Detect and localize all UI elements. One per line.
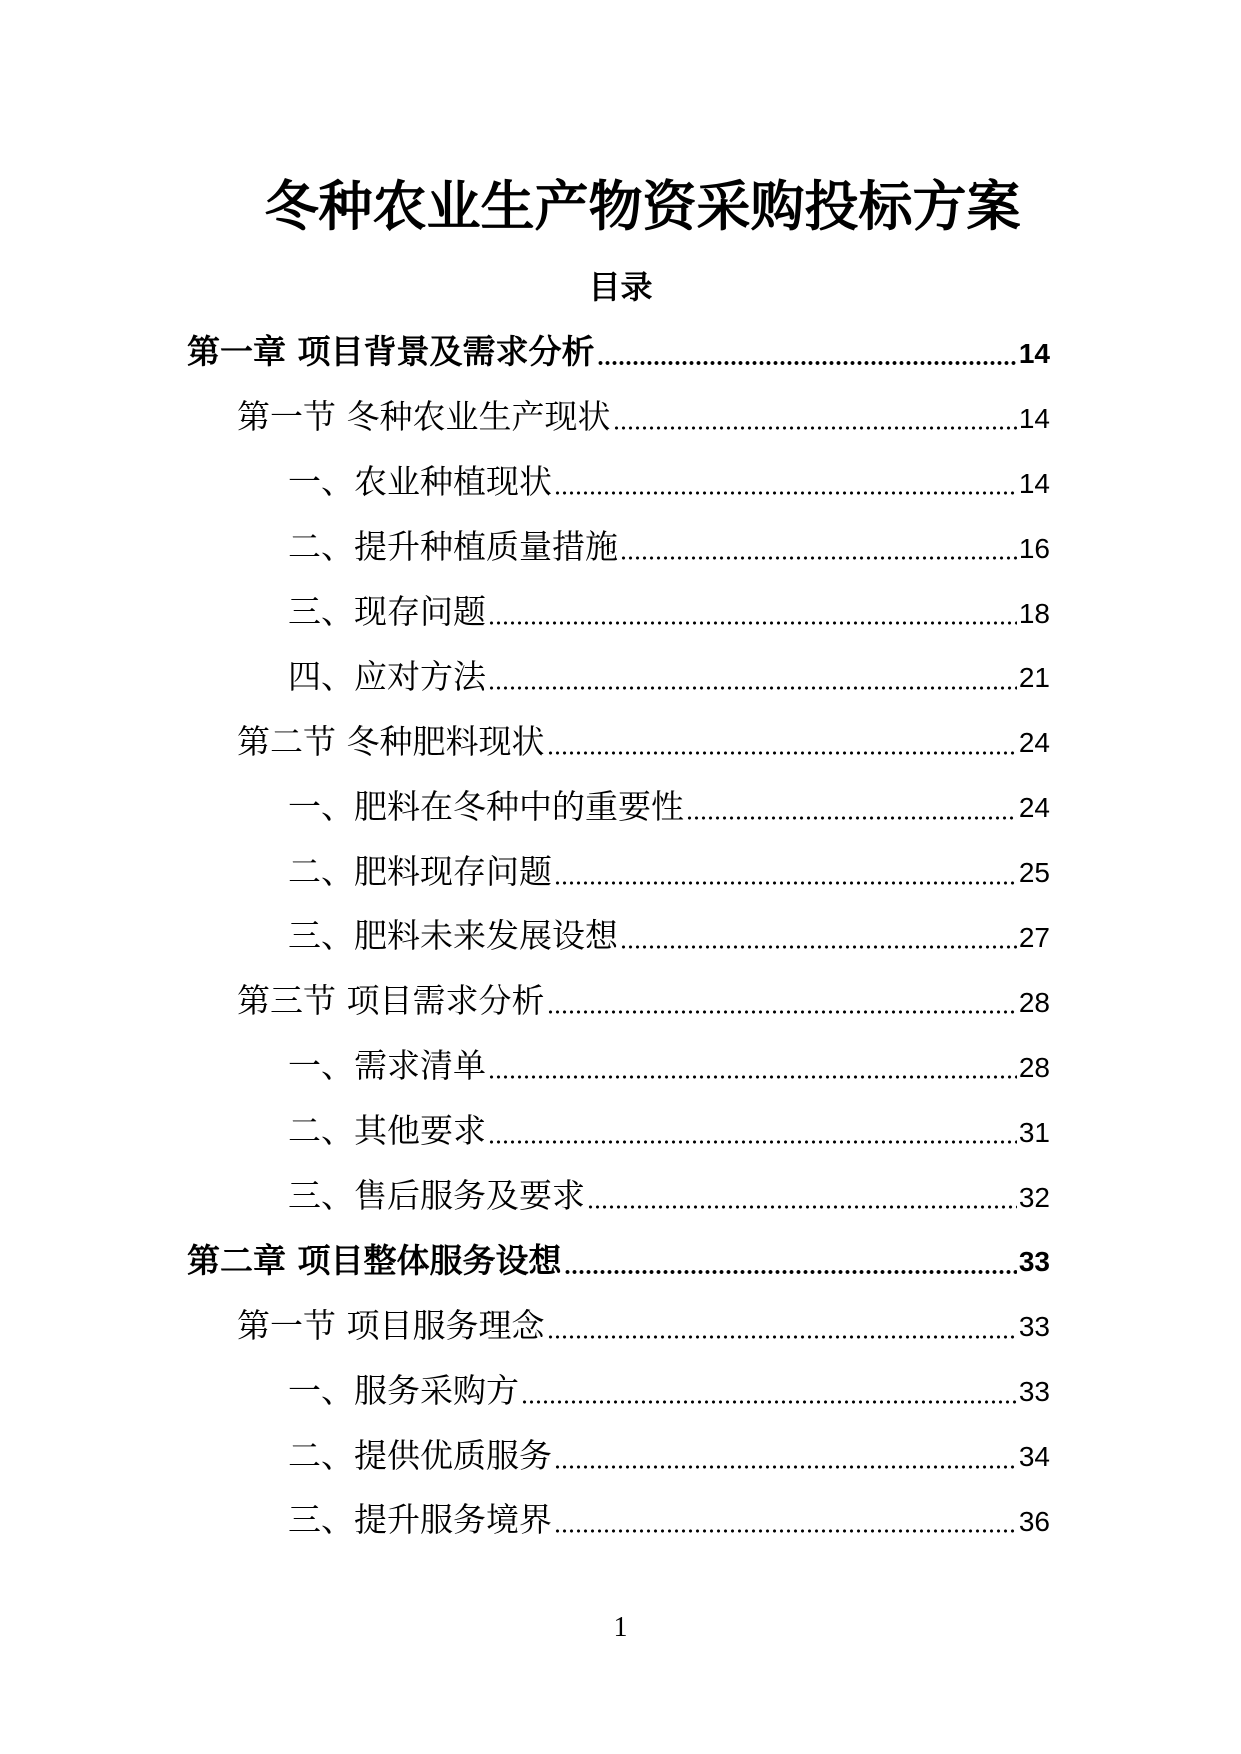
toc-entry-label: 第二章 项目整体服务设想: [187, 1240, 562, 1280]
toc-section-1-1[interactable]: [187, 384, 1050, 449]
toc-entry-label: 三、提升服务境界: [288, 1500, 552, 1540]
toc-entry-label: 第一节 冬种农业生产现状: [237, 397, 611, 437]
toc-entry-label: 第一节 项目服务理念: [237, 1305, 545, 1345]
toc-item-1-2-3[interactable]: [187, 904, 1050, 969]
toc-item-2-1-1[interactable]: [187, 1358, 1050, 1423]
document-title: 冬种农业生产物资采购投标方案: [264, 175, 1021, 238]
toc-dot-leader: [564, 1244, 1017, 1277]
toc-entry-label: 一、农业种植现状: [288, 462, 552, 502]
toc-entry-page-number: 27: [1018, 921, 1050, 953]
toc-item-2-1-3[interactable]: [187, 1488, 1050, 1553]
toc-item-1-1-4[interactable]: [187, 644, 1050, 709]
toc-entry-label: 三、售后服务及要求: [288, 1176, 585, 1216]
toc-item-1-3-3[interactable]: [187, 1163, 1050, 1228]
toc-entry-page-number: 32: [1018, 1181, 1050, 1213]
toc-dot-leader: [620, 530, 1017, 563]
toc-item-1-1-3[interactable]: [187, 579, 1050, 644]
toc-dot-leader: [686, 790, 1017, 823]
toc-dot-leader: [597, 335, 1017, 368]
toc-heading: 目录: [588, 268, 653, 306]
toc-entry-page-number: 25: [1018, 857, 1050, 889]
toc-entry-page-number: 14: [1018, 467, 1050, 499]
toc-entry-label: 二、肥料现存问题: [288, 851, 552, 891]
toc-dot-leader: [554, 1439, 1017, 1472]
page-number-footer: 1: [613, 1612, 628, 1643]
toc-entry-label: 一、需求清单: [288, 1046, 486, 1086]
toc-entry-label: 第三节 项目需求分析: [237, 981, 545, 1021]
toc-entry-label: 二、提升种植质量措施: [288, 527, 618, 567]
toc-item-2-1-2[interactable]: [187, 1423, 1050, 1488]
toc-entry-page-number: 28: [1018, 986, 1050, 1018]
toc-dot-leader: [613, 400, 1017, 433]
toc-entry-page-number: 18: [1018, 597, 1050, 629]
toc-chapter-1[interactable]: [187, 320, 1050, 385]
toc-item-1-1-2[interactable]: [187, 514, 1050, 579]
table-of-contents: [187, 320, 1050, 1553]
toc-item-1-1-1[interactable]: [187, 449, 1050, 514]
toc-entry-page-number: 31: [1018, 1116, 1050, 1148]
toc-chapter-2[interactable]: [187, 1228, 1050, 1293]
toc-entry-page-number: 33: [1018, 1376, 1050, 1408]
toc-entry-label: 一、服务采购方: [288, 1370, 519, 1410]
toc-entry-page-number: 34: [1018, 1441, 1050, 1473]
toc-item-1-2-1[interactable]: [187, 774, 1050, 839]
toc-dot-leader: [488, 595, 1017, 628]
toc-dot-leader: [587, 1179, 1017, 1212]
toc-entry-label: 三、现存问题: [288, 592, 486, 631]
toc-dot-leader: [554, 465, 1017, 498]
toc-entry-page-number: 28: [1018, 1051, 1050, 1083]
toc-dot-leader: [521, 1374, 1017, 1407]
toc-item-1-2-2[interactable]: [187, 839, 1050, 904]
toc-dot-leader: [488, 1114, 1017, 1147]
toc-dot-leader: [488, 660, 1017, 693]
toc-dot-leader: [620, 919, 1017, 952]
toc-dot-leader: [488, 1049, 1017, 1082]
toc-entry-page-number: 14: [1018, 402, 1050, 434]
toc-entry-page-number: 14: [1018, 337, 1050, 369]
toc-section-1-3[interactable]: [187, 968, 1050, 1033]
toc-section-1-2[interactable]: [187, 709, 1050, 774]
toc-entry-page-number: 24: [1018, 792, 1050, 824]
toc-entry-label: 第二节 冬种肥料现状: [237, 721, 545, 761]
toc-item-1-3-1[interactable]: [187, 1033, 1050, 1098]
toc-entry-page-number: 21: [1018, 662, 1050, 694]
toc-entry-label: 第一章 项目背景及需求分析: [187, 332, 595, 372]
toc-dot-leader: [554, 855, 1017, 888]
toc-entry-page-number: 33: [1018, 1311, 1050, 1343]
toc-entry-page-number: 36: [1018, 1505, 1050, 1537]
toc-dot-leader: [554, 1503, 1017, 1536]
toc-entry-label: 二、其他要求: [288, 1111, 486, 1151]
toc-entry-label: 二、提供优质服务: [288, 1435, 552, 1475]
toc-dot-leader: [547, 725, 1017, 758]
toc-dot-leader: [547, 984, 1017, 1017]
toc-entry-page-number: 24: [1018, 727, 1050, 759]
toc-entry-page-number: 33: [1018, 1246, 1050, 1278]
toc-item-1-3-2[interactable]: [187, 1098, 1050, 1163]
toc-entry-label: 一、肥料在冬种中的重要性: [288, 786, 684, 826]
toc-entry-label: 四、应对方法: [288, 656, 486, 696]
toc-entry-label: 三、肥料未来发展设想: [288, 916, 618, 956]
toc-dot-leader: [547, 1309, 1017, 1342]
toc-entry-page-number: 16: [1018, 532, 1050, 564]
toc-section-2-1[interactable]: [187, 1293, 1050, 1358]
